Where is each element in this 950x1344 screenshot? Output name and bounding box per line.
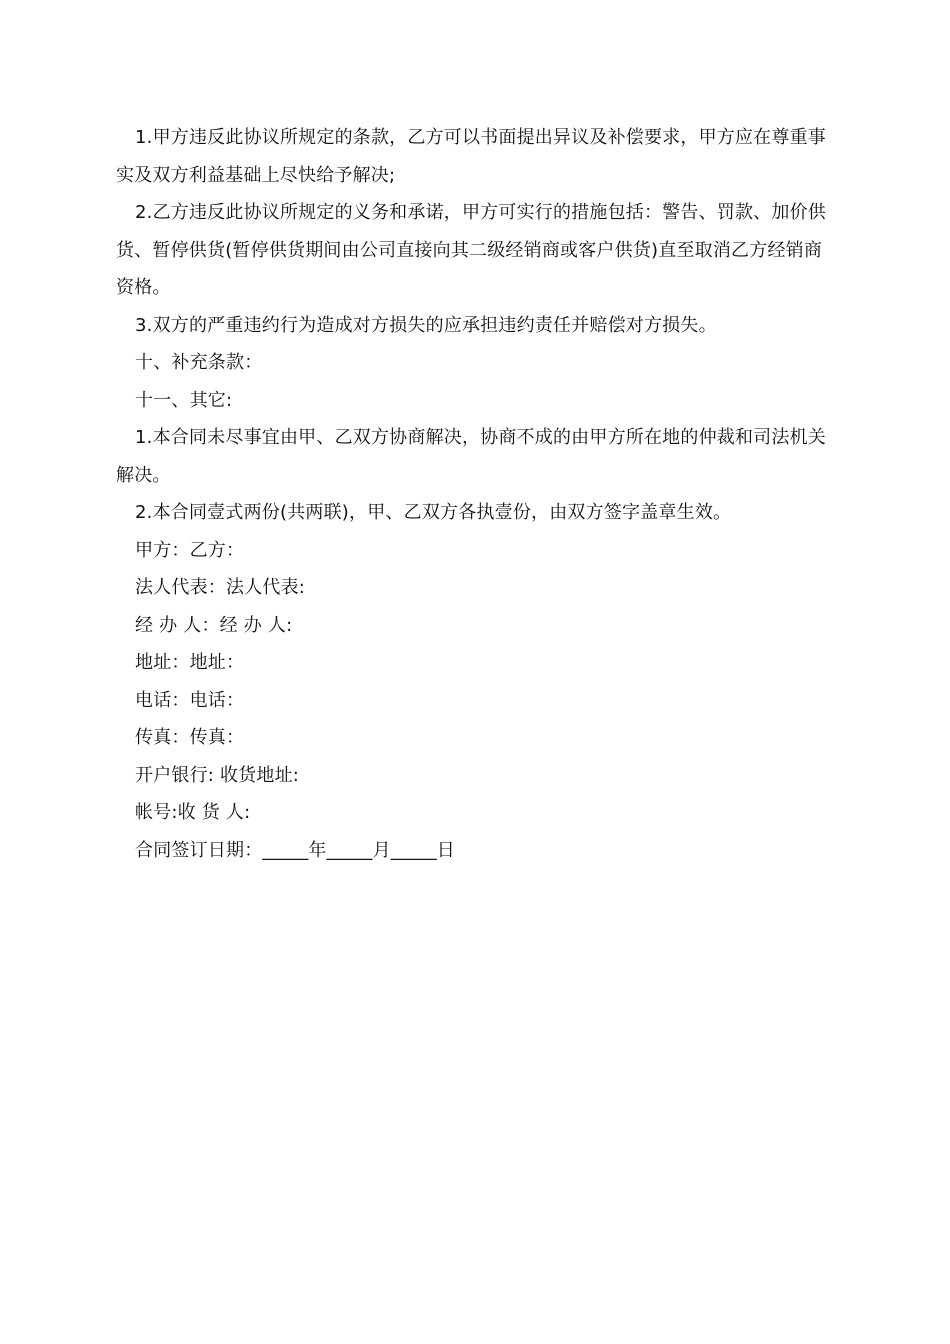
section-supplementary-terms: 十、补充条款： (135, 352, 263, 373)
signature-phone: 电话：电话： (135, 689, 245, 711)
signature-address: 地址：地址： (135, 652, 245, 673)
clause-1-party-a-breach: 1.甲方违反此协议所规定的条款，乙方可以书面提出异议及补偿要求，甲方应在尊重事实及双方利益基础上尽快给予解决; (116, 127, 826, 186)
other-clause-2: 2.本合同壹式两份(共两联)，甲、乙双方各执壹份，由双方签字盖章生效。 (135, 502, 732, 523)
signature-parties: 甲方：乙方： (135, 539, 245, 561)
signature-fax: 传真：传真： (135, 727, 245, 748)
other-clause-1: 1.本合同未尽事宜由甲、乙双方协商解决，协商不成的由甲方所在地的仲裁和司法机关解决。 (116, 427, 826, 486)
signature-bank-delivery: 开户银行: 收货地址: (135, 764, 300, 786)
clause-2-party-b-breach: 2.乙方违反此协议所规定的义务和承诺，甲方可实行的措施包括：警告、罚款、加价供货、暂停供货(暂停供货期间由公司直接向其二级经销商或客户供货)直至取消乙方经销商资格。 (116, 202, 826, 298)
contract-sign-date: 合同签订日期：_____年_____月_____日 (135, 839, 455, 861)
section-other: 十一、其它: (135, 389, 233, 411)
signature-account-receiver: 帐号:收 货 人: (135, 802, 251, 823)
document-page (116, 119, 836, 869)
signature-handler: 经 办 人：经 办 人: (135, 614, 293, 636)
signature-legal-rep: 法人代表：法人代表: (135, 577, 306, 598)
clause-3-serious-breach: 3.双方的严重违约行为造成对方损失的应承担违约责任并赔偿对方损失。 (135, 314, 717, 336)
